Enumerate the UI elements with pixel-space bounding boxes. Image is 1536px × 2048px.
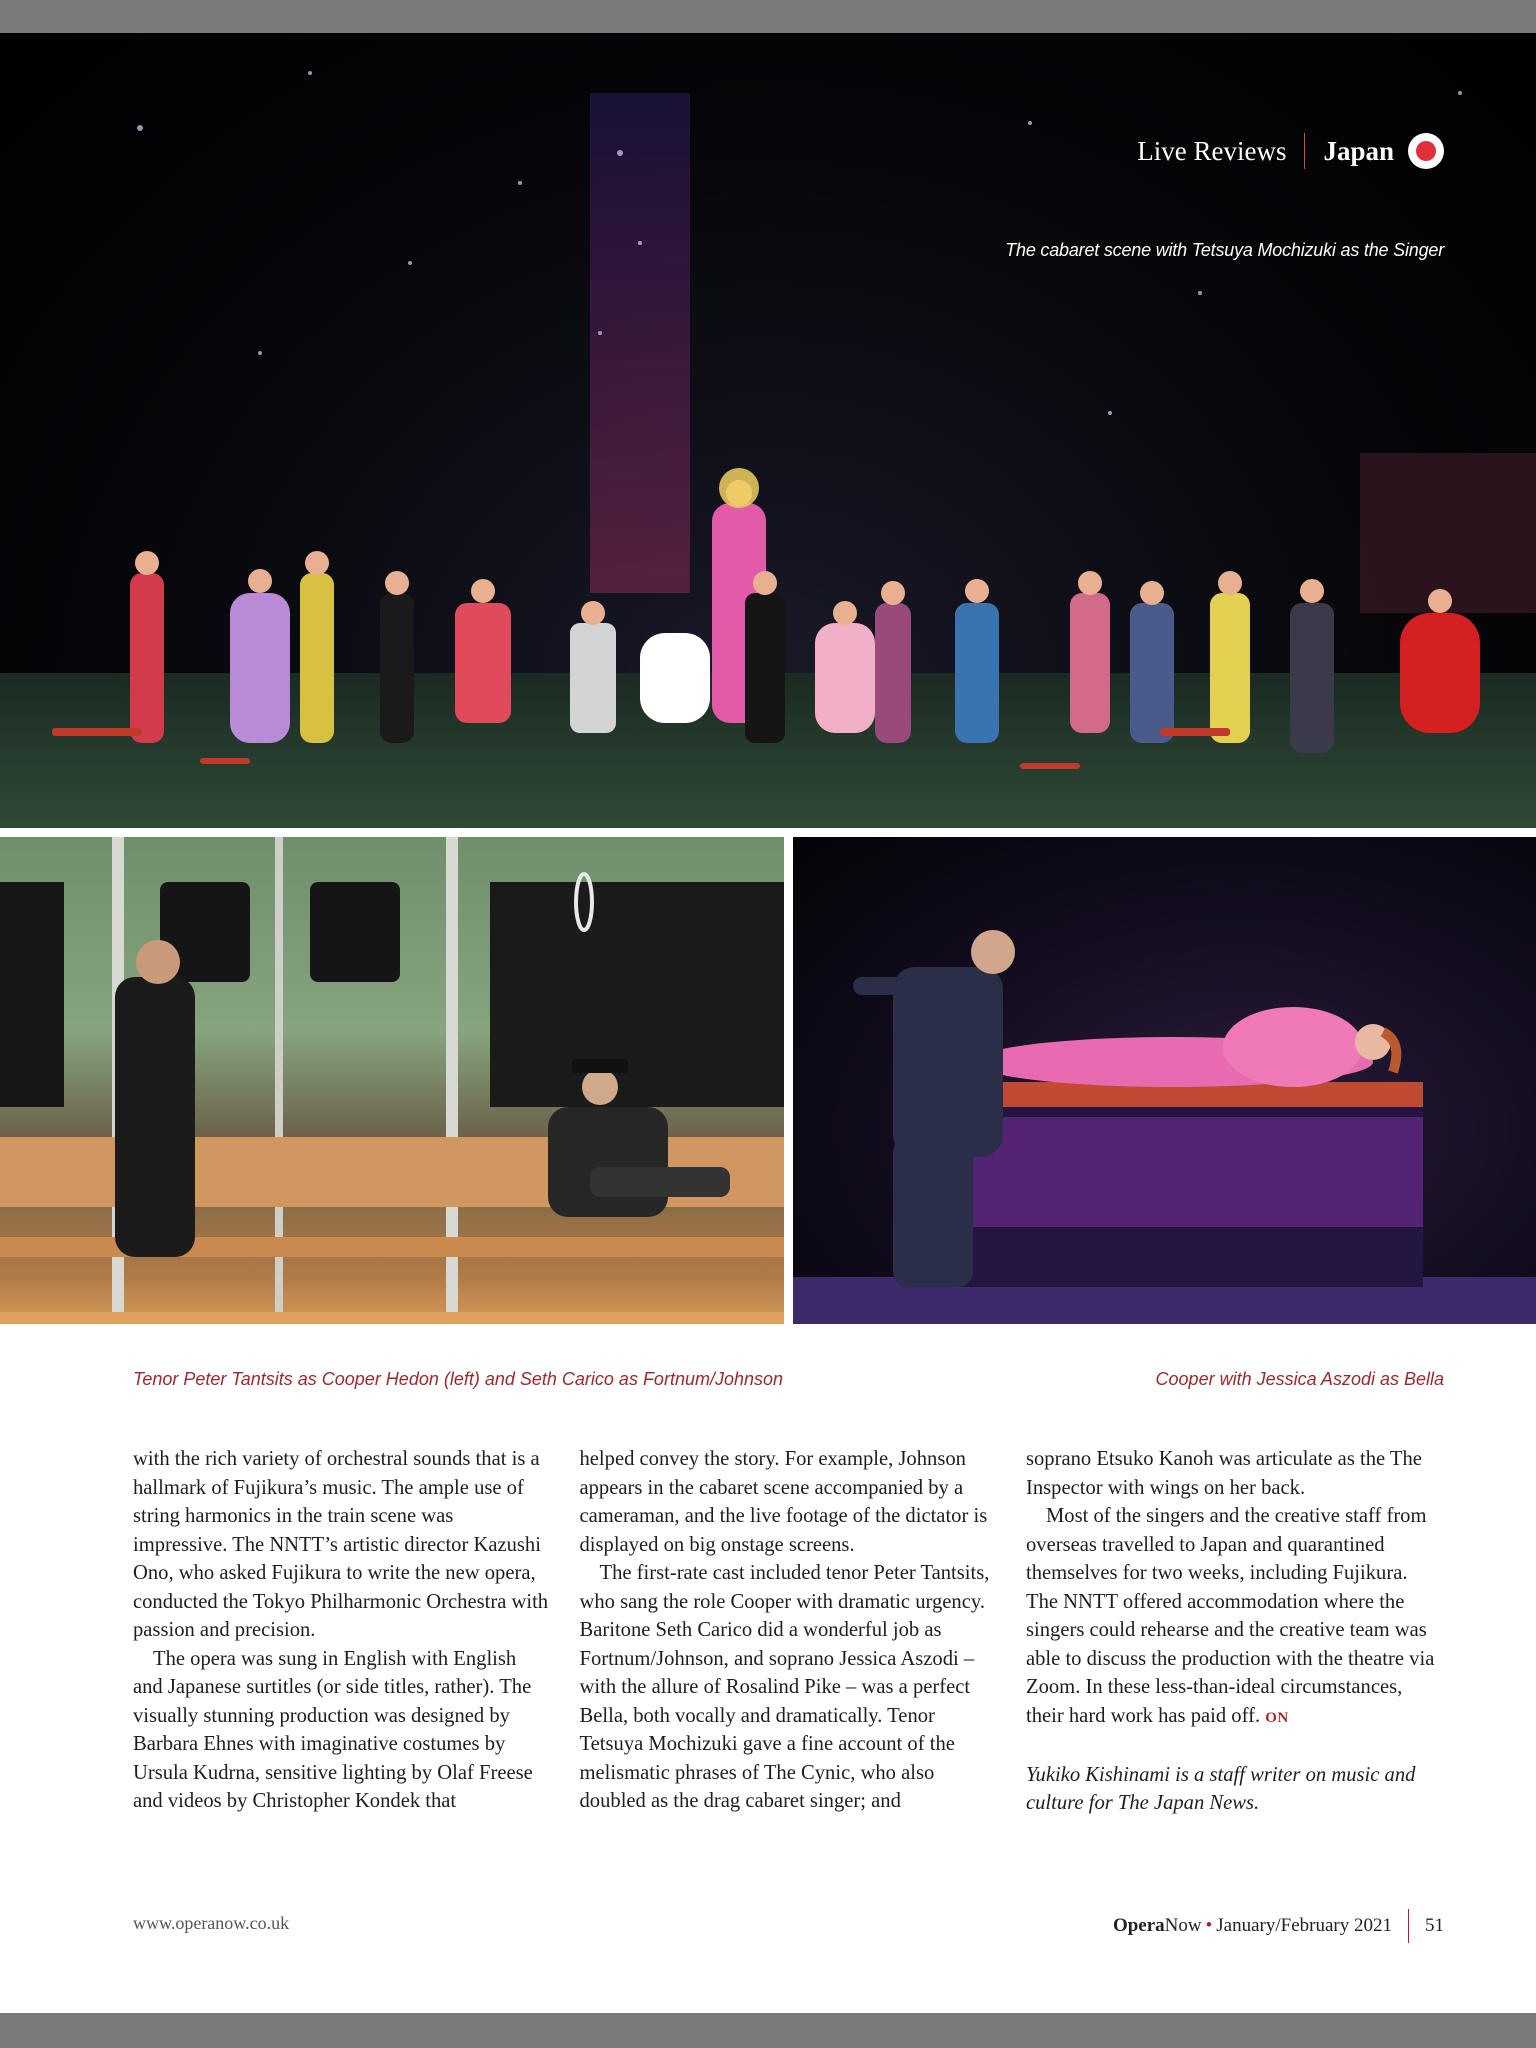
section-divider: [1304, 133, 1305, 169]
right-photo-caption: Cooper with Jessica Aszodi as Bella: [1155, 1369, 1444, 1389]
folio: [1113, 1909, 1444, 1943]
page-number: 51: [1425, 1915, 1444, 1936]
bullet: •: [1205, 1915, 1213, 1936]
paragraph: The first-rate cast included tenor Peter Tantsits, who sang the role Cooper with dramatic urgency. Baritone Seth Carico did a wonderful job as Fortnum/Johnson, and soprano Jessica Aszodi – with the allure of Rosalind Pike – was a perfect Bella, both vocally and dramatically. Tenor Tetsuya Mochizuki gave a fine account of the melismatic phrases of The Cynic, who also doubled as the drag cabaret singer; and: [579, 1562, 990, 1812]
section-tag: [1137, 133, 1444, 169]
paragraph: soprano Etsuko Kanoh was articulate as the The Inspector with wings on her back.: [1026, 1448, 1422, 1499]
brand-light: Now: [1164, 1915, 1202, 1936]
paragraph: [1026, 1502, 1444, 1732]
bella-scene-illustration: [793, 837, 1536, 1324]
paragraph: helped convey the story. For example, Johnson appears in the cabaret scene accompanied by a cameraman, and the live footage of the dictator is displayed on big onstage screens.: [579, 1448, 988, 1556]
column-2: [580, 1445, 998, 1818]
train-scene-illustration: [0, 837, 784, 1324]
website-url: www.operanow.co.uk: [133, 1913, 290, 1933]
japan-flag-icon: [1408, 133, 1444, 169]
paragraph: with the rich variety of orchestral sounds that is a hallmark of Fujikura’s music. The ample use of string harmonics in the train scene was impressive. The NNTT’s artistic director Kazushi Ono, who asked Fujikura to write the new opera, conducted the Tokyo Philharmonic Orchestra with passion and precision.: [133, 1448, 549, 1641]
magazine-page: [0, 33, 1536, 2013]
train-scene-photo: [0, 837, 784, 1324]
issue-date: January/February 2021: [1216, 1915, 1392, 1936]
folio-divider: [1408, 1909, 1409, 1943]
section-label: Live Reviews: [1137, 135, 1287, 166]
cabaret-scene-photo: [0, 33, 1536, 828]
article-body: [133, 1445, 1444, 1818]
top-photo-caption: The cabaret scene with Tetsuya Mochizuki as the Singer: [1005, 240, 1444, 260]
column-3: [1026, 1445, 1444, 1818]
author-bio: Yukiko Kishinami is a staff writer on music and culture for The Japan News.: [1026, 1763, 1416, 1814]
brand-bold: Opera: [1112, 1915, 1165, 1936]
region-label: Japan: [1323, 135, 1394, 166]
column-1: [133, 1445, 551, 1818]
paragraph: The opera was sung in English with English and Japanese surtitles (or side titles, rather). The visually stunning production was designed by Barbara Ehnes with imaginative costumes by Ursula Kudrna, sensitive lighting by Olaf Freese and videos by Christopher Kondek that: [133, 1647, 533, 1812]
end-mark: ON: [1265, 1709, 1289, 1726]
paragraph-text: Most of the singers and the creative staff from overseas travelled to Japan and quarantined themselves for two weeks, including Fujikura. The NNTT offered accommodation where the singers could rehearse and the creative team was able to discuss the production with the theatre via Zoom. In these less-than-ideal circumstances, their hard work has paid off.: [1026, 1505, 1435, 1727]
bella-scene-photo: [793, 837, 1536, 1324]
left-photo-caption: Tenor Peter Tantsits as Cooper Hedon (left) and Seth Carico as Fortnum/Johnson: [133, 1369, 784, 1389]
